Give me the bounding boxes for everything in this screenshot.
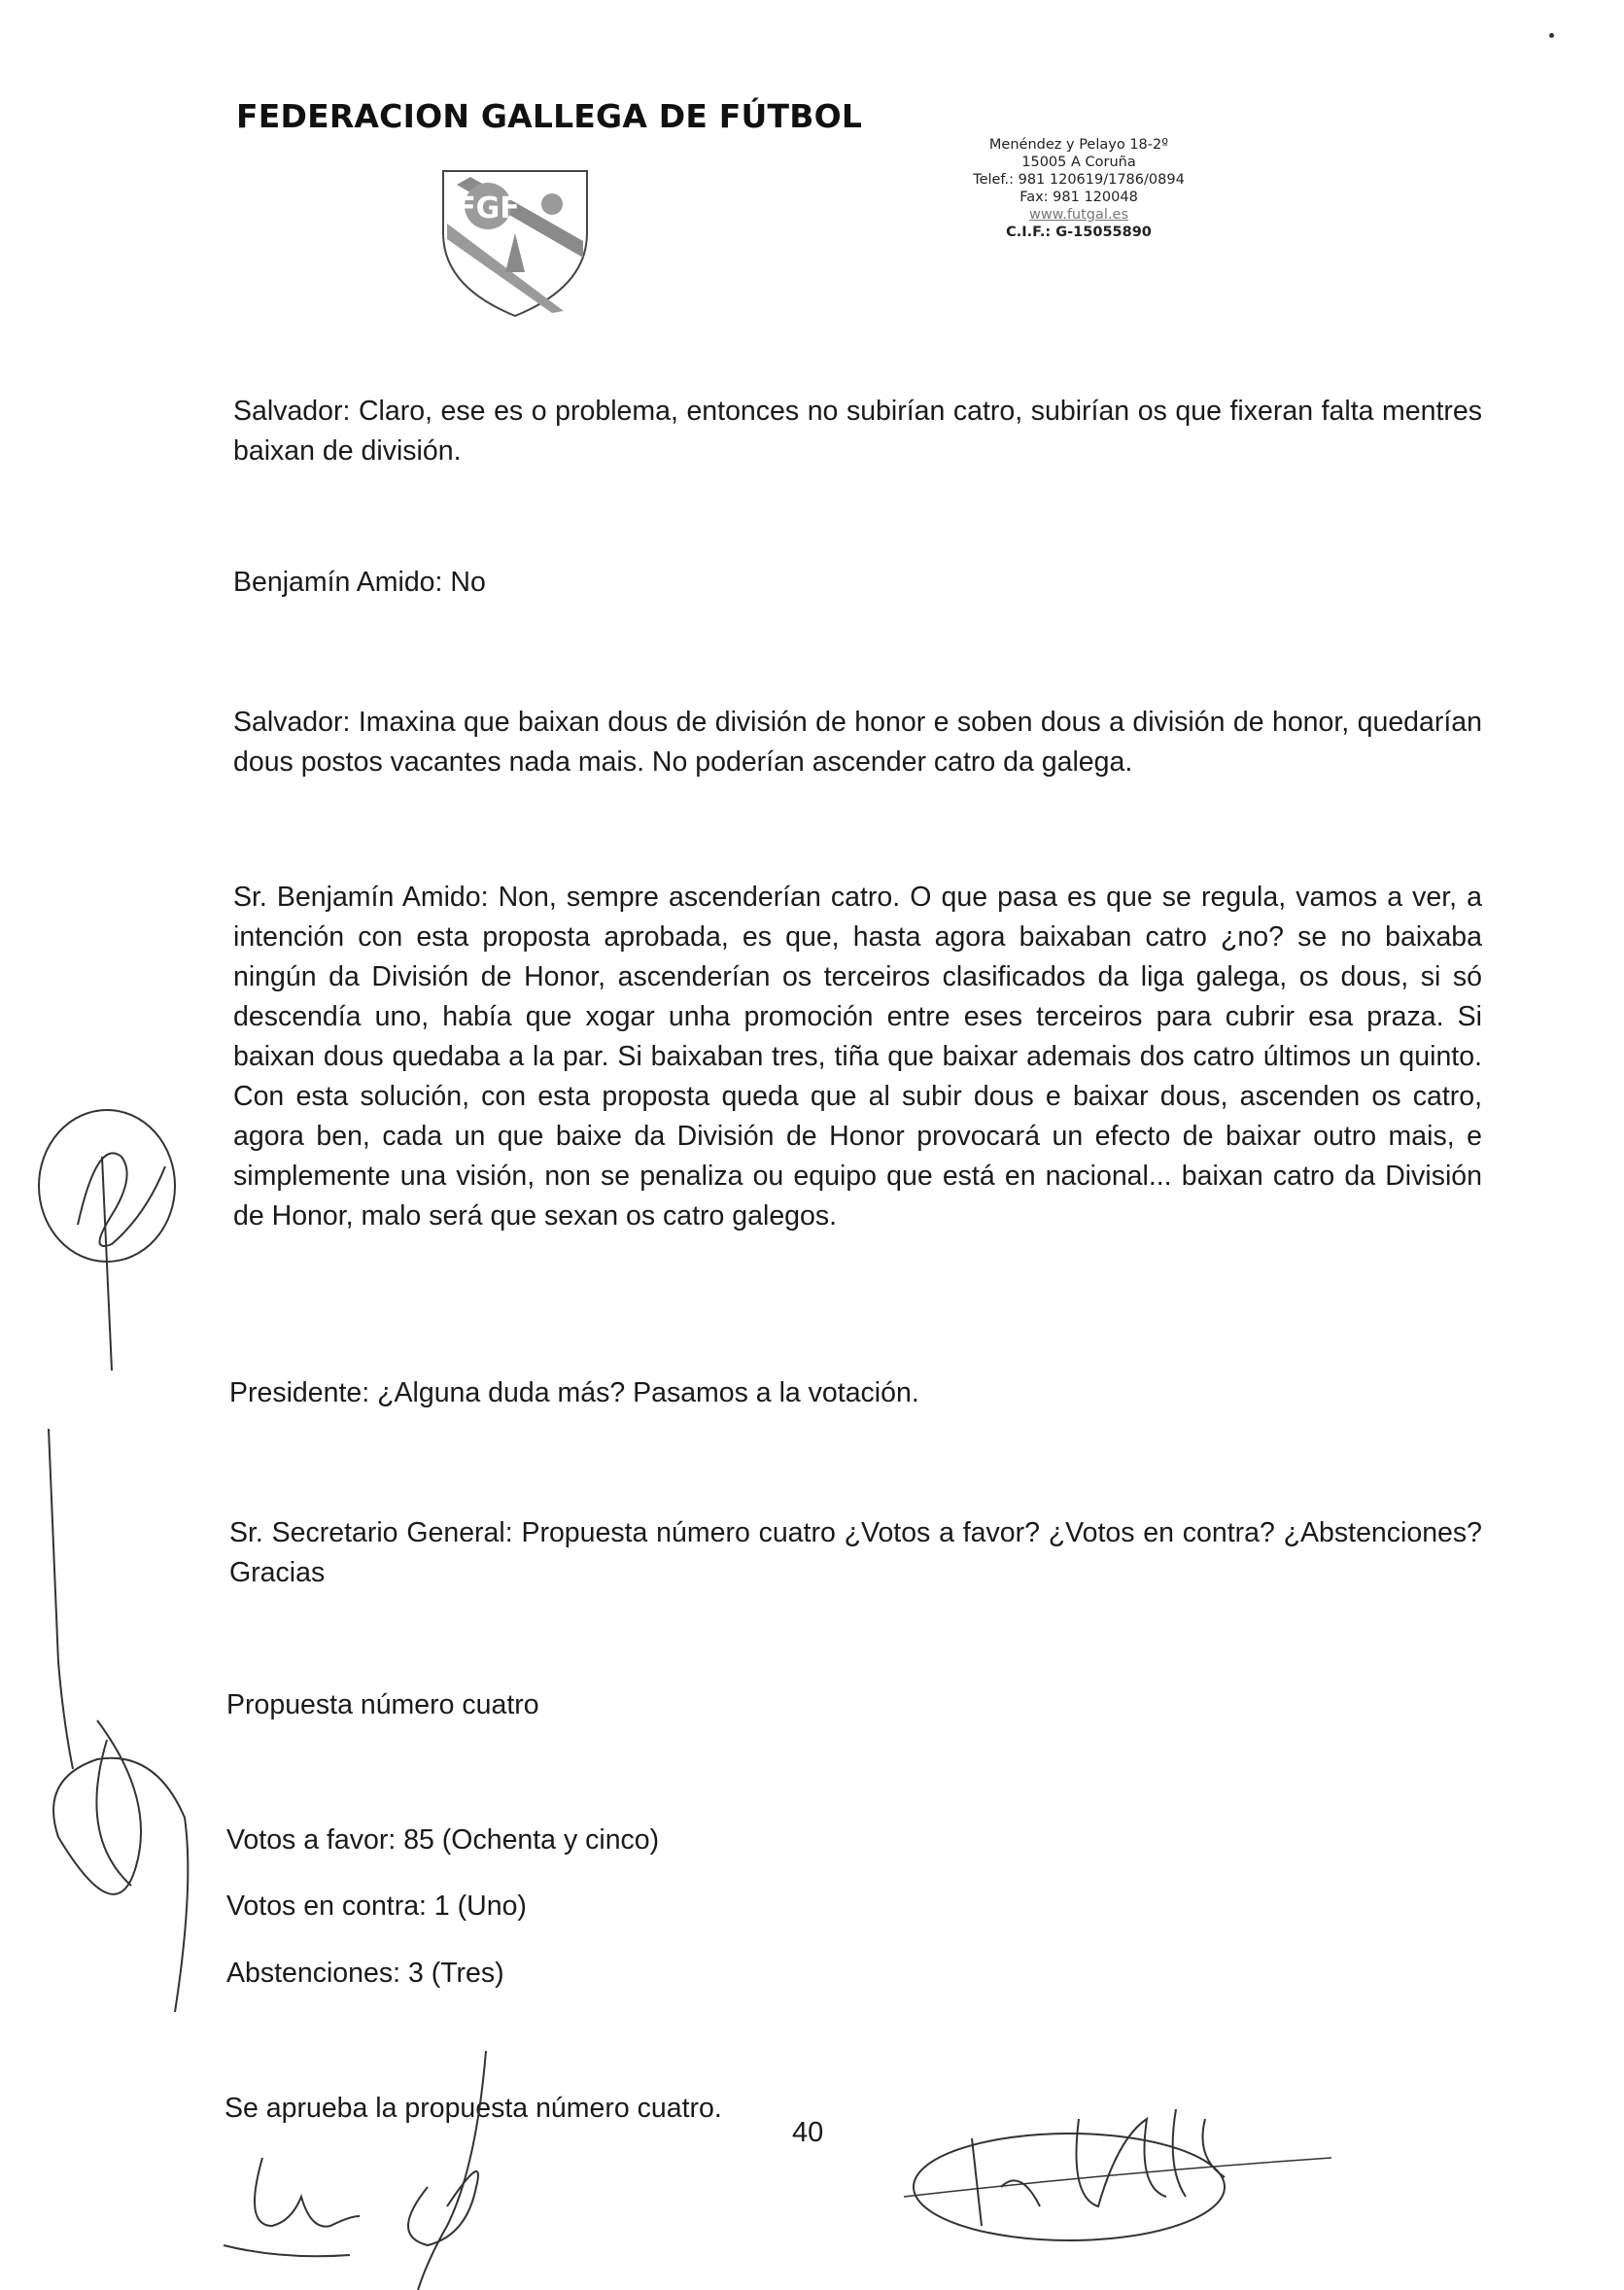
left-margin-signature-top xyxy=(19,1098,185,1390)
paragraph-benjamin-1: Benjamín Amido: No xyxy=(233,567,486,598)
left-margin-signature-bottom xyxy=(39,1429,204,2031)
paragraph-salvador-1: Salvador: Claro, ese es o problema, entonces no subirían catro, subirían os que fixeran falta mentres baixan de división. xyxy=(233,396,1482,467)
address-phone: Telef.: 981 120619/1786/0894 xyxy=(973,172,1185,188)
paragraph-secretario: Sr. Secretario General: Propuesta número cuatro ¿Votos a favor? ¿Votos en contra? ¿Abstenciones? Gracias xyxy=(229,1517,1482,1588)
address-city: 15005 A Coruña xyxy=(1021,155,1136,170)
page-number: 40 xyxy=(792,2117,824,2148)
votes-abstenciones: Abstenciones: 3 (Tres) xyxy=(226,1958,504,1989)
scan-speck xyxy=(1549,33,1554,38)
bottom-signature-right xyxy=(875,2080,1341,2274)
federation-crest-logo xyxy=(437,165,593,321)
address-fax: Fax: 981 120048 xyxy=(1019,190,1138,205)
federation-name: FEDERACION GALLEGA DE FÚTBOL xyxy=(236,97,863,135)
proposal-heading: Propuesta número cuatro xyxy=(226,1689,539,1720)
federation-address xyxy=(933,136,1225,241)
votes-contra: Votos en contra: 1 (Uno) xyxy=(226,1891,527,1922)
address-street: Menéndez y Pelayo 18-2º xyxy=(988,137,1169,153)
paragraph-benjamin-2: Sr. Benjamín Amido: Non, sempre ascenderían catro. O que pasa es que se regula, vamos a ver, a intención con esta proposta aprobada, es que, hasta agora baixaban catro ¿no? se no baixaba ningún da División de Honor, ascenderían os terceiros clasificados da liga galega, os dous, si só descendía uno, había que xogar unha promoción entre eses terceiros para cubrir esa praza. Si baixan dous quedaba a la par. Si baixaban tres, tiña que baixar ademais dos catro últimos un quinto. Con esta solución, con esta proposta queda que al subir dous e baixar dous, ascenden os catro, agora ben, cada un que baixe da División de Honor provocará un efecto de baixar outro mais, e simplemente una visión, non se penaliza ou equipo que está en nacional... baixan catro da División de Honor, malo será que sexan os catro galegos. xyxy=(233,882,1482,1232)
paragraph-salvador-2: Salvador: Imaxina que baixan dous de división de honor e soben dous a división de honor, quedarían dous postos vacantes nada mais. No poderían ascender catro da galega. xyxy=(233,707,1482,778)
votes-favor: Votos a favor: 85 (Ochenta y cinco) xyxy=(226,1824,660,1856)
approval-statement: Se aprueba la propuesta número cuatro. xyxy=(225,2093,722,2124)
paragraph-presidente: Presidente: ¿Alguna duda más? Pasamos a la votación. xyxy=(229,1377,919,1408)
bottom-signature-left xyxy=(204,2051,573,2290)
address-website: www.futgal.es xyxy=(1028,207,1129,223)
address-cif: C.I.F.: G-15055890 xyxy=(1006,225,1152,240)
crest-letters: FGF xyxy=(456,191,520,226)
